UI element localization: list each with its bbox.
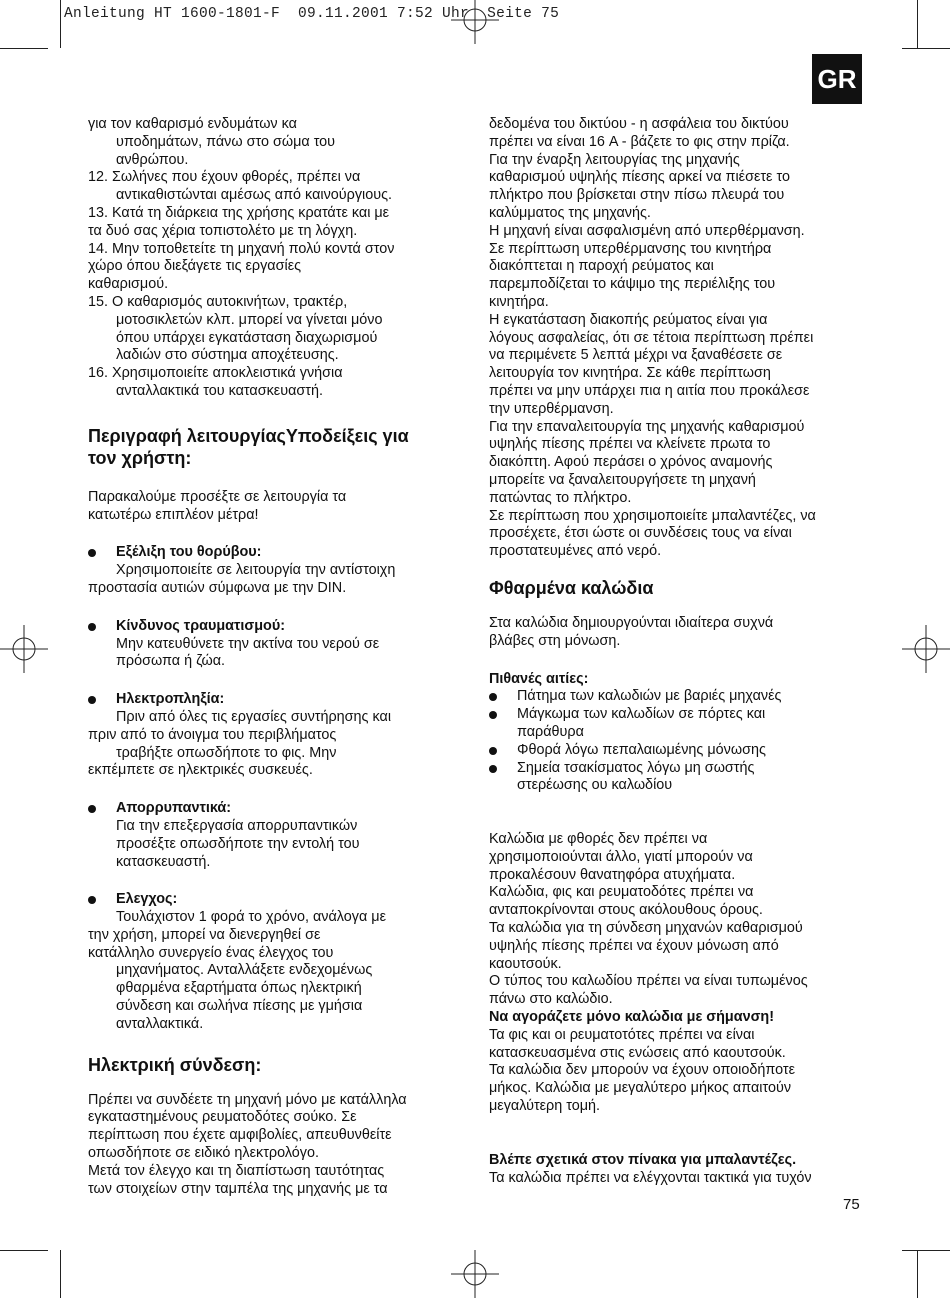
- bullet-heading: Κίνδυνος τραυματισμού:: [88, 618, 460, 636]
- text-line: Τα φις και οι ρευματοτότες πρέπει να είναι: [489, 1026, 755, 1043]
- text-line: την υπερθέρμανση.: [489, 400, 614, 417]
- text-line: περίπτωση που έχετε αμφιβολίες, απευθυνθείτε: [88, 1127, 392, 1144]
- section-heading: Φθαρμένα καλώδια: [489, 577, 654, 598]
- text-line: σύνδεση και σωλήνα πίεσης με γμήσια: [116, 998, 363, 1015]
- text-line: εγκαταστημένους ρευματοδότες σούκο. Σε: [88, 1109, 357, 1126]
- crop-mark: [917, 0, 918, 48]
- text-line: Η μηχανή είναι ασφαλισμένη από υπερθέρμανση.: [489, 222, 805, 239]
- text-line: χώρο όπου διεξάγετε τις εργασίες: [88, 258, 302, 275]
- crop-mark: [0, 48, 48, 49]
- text-line: Σε περίπτωση υπερθέρμανσης του κινητήρα: [489, 240, 772, 257]
- bullet-heading: Ελεγχος:: [88, 891, 460, 909]
- text-line: ανταλλακτικά του κατασκευαστή.: [116, 382, 323, 399]
- text-line: καθαρισμού υψηλής πίεσης αρκεί να πιέσετε το: [489, 169, 790, 186]
- right-column: [489, 116, 865, 1187]
- text-line: κατωτέρω επιπλέον μέτρα!: [88, 506, 259, 523]
- text-line: στερέωσης ου καλωδίου: [517, 777, 673, 794]
- text-line: παράθυρα: [517, 723, 584, 740]
- crop-mark: [0, 1250, 48, 1251]
- text-line: Ο τύπος του καλωδίου πρέπει να είναι τυπωμένος: [489, 973, 808, 990]
- text-line: για τον καθαρισμό ενδυμάτων κα: [88, 116, 297, 132]
- text-line: Παρακαλούμε προσέξτε σε λειτουργία τα: [88, 488, 347, 505]
- registration-mark-bottom: [451, 1250, 499, 1298]
- text-line: Σε περίπτωση που χρησιμοποιείτε μπαλαντέζες, να: [489, 507, 816, 524]
- text-line: καουτσούκ.: [489, 955, 562, 972]
- text-line: κατασκευαστή.: [116, 853, 211, 870]
- text-line: λαδιών στο σύστημα αποχέτευσης.: [116, 347, 339, 364]
- text-line: Στα καλώδια δημιουργούνται ιδιαίτερα συχνά: [489, 614, 774, 631]
- subheading: Πιθανές αιτίες:: [489, 670, 589, 687]
- text-line: προσέξτε οπωσδήποτε την εντολή του: [116, 835, 360, 852]
- text-line: παρεμποδίζεται το κάψιμο της περιέλιξης του: [489, 276, 776, 293]
- text-line: Για την έναρξη λειτουργίας της μηχανής: [489, 151, 740, 168]
- text-line: εκπέμπετε σε ηλεκτρικές συσκευές.: [88, 762, 313, 779]
- text-line: κατασκευασμένα στις ενώσεις από καουτσούκ.: [489, 1044, 786, 1061]
- text-line: Καλώδια με φθορές δεν πρέπει να: [489, 831, 708, 848]
- text-line: πρόσωπα ή ζώα.: [116, 653, 226, 670]
- text-line: μεγαλύτερη τομή.: [489, 1098, 601, 1115]
- bold-note: Βλέπε σχετικά στον πίνακα για μπαλαντέζες.: [489, 1151, 797, 1168]
- crop-mark: [60, 0, 61, 48]
- section-heading: τον χρήστη:: [88, 447, 192, 468]
- text-line: τα δυό σας χέρια τοπιστολέτο με τη λόγχη.: [88, 222, 358, 239]
- list-item: 14. Μην τοποθετείτε τη μηχανή πολύ κοντά στον: [88, 240, 395, 257]
- text-line: λόγους ασφαλείας, ότι σε τέτοια περίπτωση πρέπει: [489, 329, 814, 346]
- text-line: διακόπτεται η παροχή ρεύματος και: [489, 258, 714, 275]
- text-line: ανταποκρίνονται στους ακόλουθους όρους.: [489, 902, 763, 919]
- text-line: Η εγκατάσταση διακοπής ρεύματος είναι για: [489, 311, 768, 328]
- bullet-heading: Ηλεκτροπληξία:: [88, 691, 460, 709]
- text-line: πρέπει να μην υπάρχει πια η αιτία που προκάλεσε: [489, 382, 810, 399]
- text-line: μηχανήματος. Ανταλλάξετε ενδεχομένως: [116, 962, 373, 979]
- section-heading: Ηλεκτρική σύνδεση:: [88, 1054, 262, 1075]
- bullet-item: Πάτημα των καλωδιών με βαριές μηχανές: [489, 688, 865, 706]
- text-line: υψηλής πίεσης πρέπει να έχουν μόνωση από: [489, 937, 779, 954]
- text-line: μπορείτε να ξαναλειτουργήσετε τη μηχανή: [489, 471, 756, 488]
- text-line: Τα καλώδια για τη σύνδεση μηχανών καθαρισμού: [489, 920, 803, 937]
- bold-note: Να αγοράζετε μόνο καλώδια με σήμανση!: [489, 1009, 775, 1026]
- crop-mark: [917, 1250, 918, 1298]
- list-item: 12. Σωλήνες που έχουν φθορές, πρέπει να: [88, 169, 361, 186]
- text-line: Μετά τον έλεγχο και τη διαπίστωση ταυτότητας: [88, 1162, 385, 1179]
- text-line: προστασία αυτιών σύμφωνα με την DIN.: [88, 579, 347, 596]
- text-line: προκαλέσουν θανατηφόρα ατυχήματα.: [489, 866, 736, 883]
- text-line: ανταλλακτικά.: [116, 1015, 204, 1032]
- language-badge: GR: [812, 54, 862, 104]
- bullet-item: Μάγκωμα των καλωδίων σε πόρτες και: [489, 706, 865, 724]
- list-item: 16. Χρησιμοποιείτε αποκλειστικά γνήσια: [88, 365, 343, 382]
- section-heading: Περιγραφή λειτουργίαςΥποδείξεις για: [88, 425, 409, 446]
- text-line: την χρήση, μπορεί να διενεργηθεί σε: [88, 926, 321, 943]
- text-line: μήκος. Καλώδια με μεγαλύτερο μήκος απαιτούν: [489, 1080, 792, 1097]
- registration-mark-left: [0, 625, 48, 673]
- text-line: δεδομένα του δικτύου - η ασφάλεια του δικτύου: [489, 116, 789, 132]
- text-line: Για την επαναλειτουργία της μηχανής καθαρισμού: [489, 418, 805, 435]
- text-line: βλάβες στη μόνωση.: [489, 632, 621, 649]
- text-line: Πρέπει να συνδέετε τη μηχανή μόνο με κατάλληλα: [88, 1091, 407, 1108]
- text-line: φθαρμένα εξαρτήματα όπως ηλεκτρική: [116, 980, 362, 997]
- registration-mark-right: [902, 625, 950, 673]
- text-line: προστατευμένες από νερό.: [489, 543, 662, 560]
- text-line: πλήκτρο που βρίσκεται στην πίσω πλευρά του: [489, 187, 785, 204]
- left-column: [88, 116, 460, 1198]
- text-line: λειτουργία τον κινητήρα. Σε κάθε περίπτωση: [489, 365, 771, 382]
- text-line: πατώντας το πλήκτρο.: [489, 489, 632, 506]
- text-line: Χρησιμοποιείτε σε λειτουργία την αντίστοιχη: [116, 562, 396, 579]
- print-header: Anleitung HT 1600-1801-F 09.11.2001 7:52 Uhr Seite 75: [64, 6, 560, 22]
- text-line: υψηλής πίεσης πρέπει να κλείνετε πρωτα το: [489, 436, 771, 453]
- text-line: χρησιμοποιούνται άλλο, γιατί μπορούν να: [489, 848, 753, 865]
- text-line: διακόπτη. Αφού περάσει ο χρόνος αναμονής: [489, 454, 773, 471]
- text-line: πριν από το άνοιγμα του περιβλήματος: [88, 726, 337, 743]
- text-line: αντικαθιστώνται αμέσως από καινούργιους.: [116, 187, 393, 204]
- bullet-heading: Απορρυπαντικά:: [88, 800, 460, 818]
- text-line: ανθρώπου.: [116, 151, 189, 168]
- text-line: υποδημάτων, πάνω στο σώμα του: [116, 133, 336, 150]
- page-number: 75: [843, 1196, 860, 1213]
- text-line: να περιμένετε 5 λεπτά μέχρι να ξαναθέσετε σε: [489, 347, 783, 364]
- text-line: Για την επεξεργασία απορρυπαντικών: [116, 817, 358, 834]
- bullet-item: Σημεία τσακίσματος λόγω μη σωστής: [489, 760, 865, 778]
- list-item: 15. Ο καθαρισμός αυτοκινήτων, τρακτέρ,: [88, 293, 348, 310]
- text-line: πάνω στο καλώδιο.: [489, 991, 613, 1008]
- list-item: 13. Κατά τη διάρκεια της χρήσης κρατάτε και με: [88, 204, 390, 221]
- text-line: όπου υπάρχει εγκατάσταση διαχωρισμού: [116, 329, 378, 346]
- text-line: πρέπει να είναι 16 A - βάζετε το φις στην πρίζα.: [489, 133, 790, 150]
- text-line: καλύμματος της μηχανής.: [489, 204, 651, 221]
- text-line: τραβήξτε οπωσδήποτε το φις. Μην: [116, 744, 337, 761]
- crop-mark: [902, 1250, 950, 1251]
- text-line: κατάλληλο συνεργείο ένας έλεγχος του: [88, 944, 334, 961]
- text-line: καθαρισμού.: [88, 276, 169, 293]
- crop-mark: [902, 48, 950, 49]
- bullet-heading: Εξέλιξη του θορύβου:: [88, 544, 460, 562]
- text-line: Τα καλώδια πρέπει να ελέγχονται τακτικά για τυχόν: [489, 1169, 812, 1186]
- text-line: Καλώδια, φις και ρευματοδότες πρέπει να: [489, 884, 754, 901]
- text-line: Μην κατευθύνετε την ακτίνα του νερού σε: [116, 635, 380, 652]
- text-line: μοτοσικλετών κλπ. μπορεί να γίνεται μόνο: [116, 311, 383, 328]
- text-line: κινητήρα.: [489, 293, 549, 310]
- text-line: προσέχετε, έτσι ώστε οι συνδέσεις τους να είναι: [489, 525, 792, 542]
- bullet-item: Φθορά λόγω πεπαλαιωμένης μόνωσης: [489, 742, 865, 760]
- text-line: οπωσδήποτε σε ειδικό ηλεκτρολόγο.: [88, 1145, 320, 1162]
- text-line: Τουλάχιστον 1 φορά το χρόνο, ανάλογα με: [116, 909, 386, 926]
- text-line: Πριν από όλες τις εργασίες συντήρησης και: [116, 708, 392, 725]
- text-line: των στοιχείων στην ταμπέλα της μηχανής με τα: [88, 1180, 388, 1197]
- crop-mark: [60, 1250, 61, 1298]
- text-line: Τα καλώδια δεν μπορούν να έχουν οποιοδήποτε: [489, 1062, 796, 1079]
